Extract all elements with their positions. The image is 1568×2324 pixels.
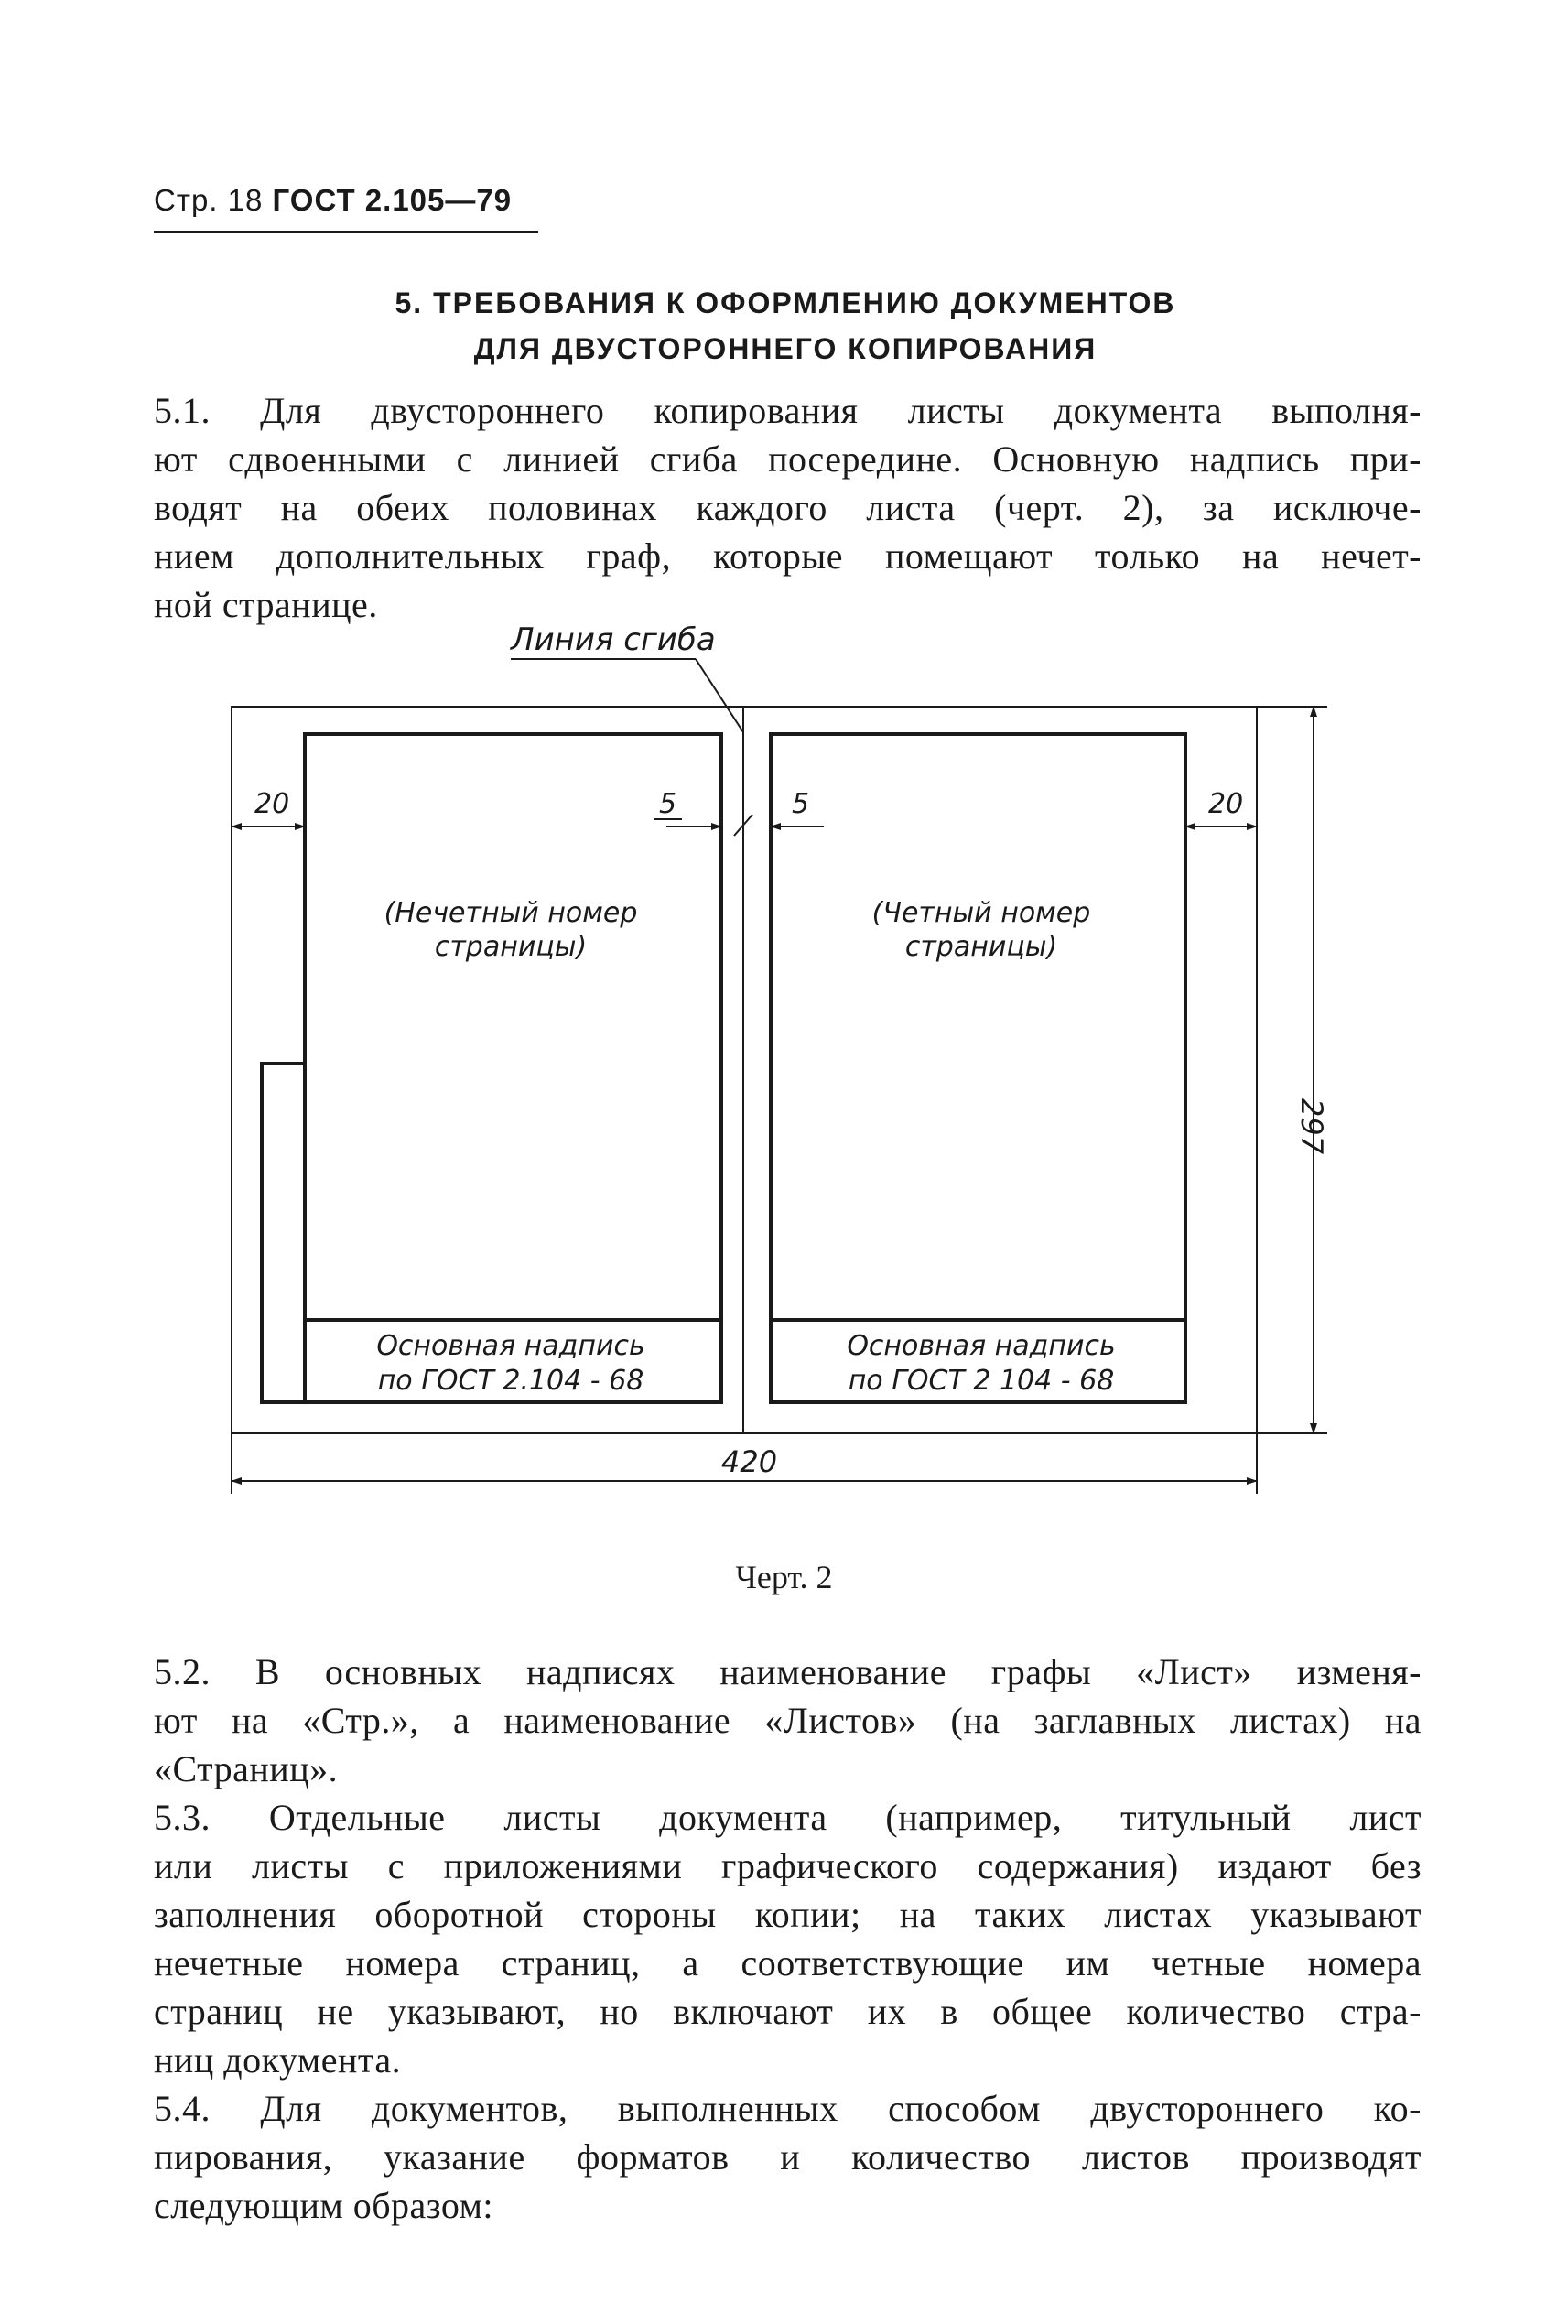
dim-20-right: 20 bbox=[1208, 788, 1244, 820]
paragraph-line: или листы с приложениями графического содержания) издают без bbox=[154, 1845, 1422, 1886]
paragraph-line: 5.1. Для двустороннего копирования листы документа выполня- bbox=[154, 390, 1422, 431]
left-extra-column bbox=[262, 1064, 305, 1402]
odd-page-label-2: страницы) bbox=[434, 931, 588, 963]
section-title bbox=[154, 280, 1417, 372]
left-stamp-line-1: Основная надпись bbox=[376, 1330, 645, 1362]
paragraph-line: ниц документа. bbox=[154, 2039, 402, 2081]
paragraph-5-2 bbox=[154, 1648, 1422, 1793]
paragraph-line: 5.4. Для документов, выполненных способом двустороннего ко- bbox=[154, 2088, 1422, 2129]
right-stamp-line-2: по ГОСТ 2 104 - 68 bbox=[848, 1365, 1115, 1397]
figure-caption: Черт. 2 bbox=[735, 1559, 833, 1595]
page-header bbox=[154, 183, 512, 218]
paragraph-line: нечетные номера страниц, а соответствующие им четные номера bbox=[154, 1942, 1422, 1984]
paragraph-line: ют на «Стр.», а наименование «Листов» (на заглавных листах) на bbox=[154, 1700, 1422, 1741]
fold-label: Линия сгиба bbox=[511, 622, 716, 658]
header-rule bbox=[154, 231, 538, 233]
fold-label-leader bbox=[696, 659, 743, 732]
paragraph-line: пирования, указание форматов и количество листов производят bbox=[154, 2136, 1422, 2178]
paragraph-5-1 bbox=[154, 386, 1422, 629]
even-page-label-2: страницы) bbox=[904, 931, 1058, 963]
section-title-line-2: ДЛЯ ДВУСТОРОННЕГО КОПИРОВАНИЯ bbox=[473, 332, 1098, 365]
paragraph-line: нием дополнительных граф, которые помещают только на нечет- bbox=[154, 535, 1422, 577]
paragraph-line: ют сдвоенными с линией сгиба посередине. Основную надпись при- bbox=[154, 438, 1422, 480]
standard-code: ГОСТ 2.105—79 bbox=[272, 183, 513, 217]
paragraph-line: заполнения оборотной стороны копии; на таких листах указывают bbox=[154, 1894, 1422, 1935]
right-page-frame bbox=[771, 734, 1185, 1402]
page-number: Стр. 18 bbox=[154, 183, 264, 217]
paragraph-line: 5.2. В основных надписях наименование графы «Лист» изменя- bbox=[154, 1651, 1422, 1692]
right-stamp-line-1: Основная надпись bbox=[847, 1330, 1116, 1362]
section-title-line-1: 5. ТРЕБОВАНИЯ К ОФОРМЛЕНИЮ ДОКУМЕНТОВ bbox=[395, 286, 1176, 319]
dim-5-right: 5 bbox=[792, 788, 810, 820]
paragraph-5-4 bbox=[154, 2084, 1422, 2230]
paragraph-line: 5.3. Отдельные листы документа (например, титульный лист bbox=[154, 1797, 1422, 1838]
even-page-label-1: (Четный номер bbox=[871, 897, 1091, 929]
dim-297: 297 bbox=[1294, 1098, 1329, 1155]
left-stamp-line-2: по ГОСТ 2.104 - 68 bbox=[377, 1365, 644, 1397]
dim-420: 420 bbox=[721, 1444, 778, 1479]
figure-2-drawing bbox=[220, 613, 1336, 1533]
left-page-frame bbox=[305, 734, 721, 1402]
paragraph-line: «Страниц». bbox=[154, 1748, 339, 1789]
dim-5-left: 5 bbox=[659, 788, 677, 820]
paragraph-line: следующим образом: bbox=[154, 2185, 494, 2226]
paragraph-5-3 bbox=[154, 1793, 1422, 2084]
paragraph-line: водят на обеих половинах каждого листа (черт. 2), за исключе- bbox=[154, 487, 1422, 528]
dim-20-left: 20 bbox=[254, 788, 290, 820]
paragraph-line: ной странице. bbox=[154, 584, 378, 625]
odd-page-label-1: (Нечетный номер bbox=[384, 897, 638, 929]
paragraph-line: страниц не указывают, но включают их в общее количество стра- bbox=[154, 1991, 1422, 2032]
